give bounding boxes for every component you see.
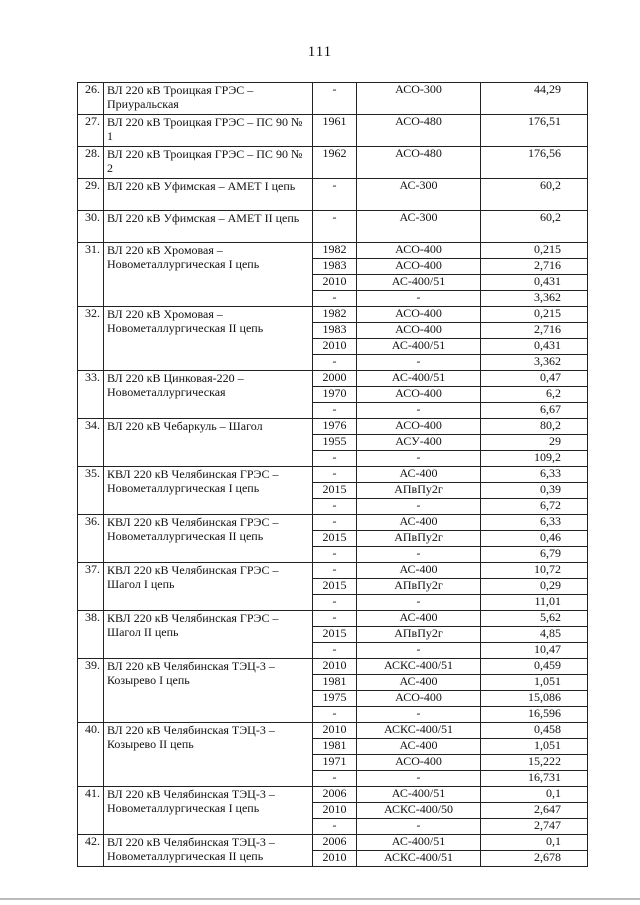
wire-brand: АСО-400 [357, 755, 481, 771]
row-number: 33. [78, 371, 104, 419]
wire-brand: АС-400 [357, 739, 481, 755]
wire-brand: АПвПу2г [357, 579, 481, 595]
commissioning-year: 2010 [313, 339, 357, 355]
line-length: 15,222 [481, 755, 588, 771]
wire-brand: - [357, 355, 481, 371]
line-length: 3,362 [481, 291, 588, 307]
line-length: 3,362 [481, 355, 588, 371]
wire-brand: АПвПу2г [357, 531, 481, 547]
line-length: 2,716 [481, 323, 588, 339]
table-row [78, 179, 588, 211]
line-length: 5,62 [481, 611, 588, 627]
line-length: 6,2 [481, 387, 588, 403]
commissioning-year: - [313, 403, 357, 419]
commissioning-year: 2006 [313, 787, 357, 803]
line-length: 0,1 [481, 835, 588, 851]
line-length: 1,051 [481, 739, 588, 755]
wire-brand: АСО-300 [357, 83, 481, 115]
line-name: ВЛ 220 кВ Челябинская ТЭЦ-3 – Козырево I цепь [104, 659, 313, 723]
wire-brand: АС-400/51 [357, 275, 481, 291]
commissioning-year: - [313, 563, 357, 579]
line-length: 10,72 [481, 563, 588, 579]
commissioning-year: 1976 [313, 419, 357, 435]
wire-brand: АПвПу2г [357, 627, 481, 643]
commissioning-year: 2015 [313, 483, 357, 499]
wire-brand: - [357, 819, 481, 835]
line-name: КВЛ 220 кВ Челябинская ГРЭС – Шагол I цепь [104, 563, 313, 611]
line-name: ВЛ 220 кВ Чебаркуль – Шагол [104, 419, 313, 467]
commissioning-year: 1982 [313, 243, 357, 259]
commissioning-year: - [313, 595, 357, 611]
commissioning-year: 1981 [313, 675, 357, 691]
commissioning-year: - [313, 211, 357, 243]
wire-brand: АПвПу2г [357, 483, 481, 499]
wire-brand: - [357, 771, 481, 787]
commissioning-year: - [313, 355, 357, 371]
commissioning-year: 1970 [313, 387, 357, 403]
wire-brand: - [357, 403, 481, 419]
line-length: 0,39 [481, 483, 588, 499]
line-length: 6,33 [481, 515, 588, 531]
commissioning-year: 1971 [313, 755, 357, 771]
wire-brand: АС-400 [357, 675, 481, 691]
wire-brand: - [357, 499, 481, 515]
line-length: 2,678 [481, 851, 588, 867]
wire-brand: АС-400/51 [357, 339, 481, 355]
commissioning-year: 2010 [313, 851, 357, 867]
line-length: 2,647 [481, 803, 588, 819]
commissioning-year: - [313, 179, 357, 211]
table-row [78, 563, 588, 579]
commissioning-year: 2010 [313, 723, 357, 739]
table-row [78, 467, 588, 483]
commissioning-year: - [313, 83, 357, 115]
line-name: ВЛ 220 кВ Челябинская ТЭЦ-3 – Новометаллургическая II цепь [104, 835, 313, 867]
wire-brand: АС-400/51 [357, 371, 481, 387]
row-number: 29. [78, 179, 104, 211]
line-name: КВЛ 220 кВ Челябинская ГРЭС – Новометаллургическая II цепь [104, 515, 313, 563]
line-length: 0,458 [481, 723, 588, 739]
table-row [78, 211, 588, 243]
commissioning-year: - [313, 499, 357, 515]
row-number: 27. [78, 115, 104, 147]
wire-brand: АСКС-400/50 [357, 803, 481, 819]
line-name: ВЛ 220 кВ Цинковая-220 – Новометаллургическая [104, 371, 313, 419]
line-name: ВЛ 220 кВ Челябинская ТЭЦ-3 – Козырево II цепь [104, 723, 313, 787]
wire-brand: АСО-400 [357, 691, 481, 707]
wire-brand: - [357, 291, 481, 307]
commissioning-year: 1983 [313, 323, 357, 339]
line-name: КВЛ 220 кВ Челябинская ГРЭС – Шагол II цепь [104, 611, 313, 659]
commissioning-year: 1962 [313, 147, 357, 179]
wire-brand: АСО-480 [357, 147, 481, 179]
page-number: 111 [307, 44, 333, 60]
line-length: 0,431 [481, 275, 588, 291]
wire-brand: АС-300 [357, 179, 481, 211]
line-length: 80,2 [481, 419, 588, 435]
wire-brand: - [357, 595, 481, 611]
commissioning-year: 2006 [313, 835, 357, 851]
commissioning-year: 1955 [313, 435, 357, 451]
wire-brand: АСО-400 [357, 323, 481, 339]
row-number: 40. [78, 723, 104, 787]
row-number: 28. [78, 147, 104, 179]
table-row [78, 115, 588, 147]
line-length: 0,46 [481, 531, 588, 547]
line-length: 6,79 [481, 547, 588, 563]
row-number: 42. [78, 835, 104, 867]
commissioning-year: - [313, 547, 357, 563]
commissioning-year: - [313, 819, 357, 835]
line-length: 176,51 [481, 115, 588, 147]
wire-brand: АСКС-400/51 [357, 851, 481, 867]
wire-brand: АСКС-400/51 [357, 723, 481, 739]
line-length: 2,716 [481, 259, 588, 275]
commissioning-year: 2010 [313, 659, 357, 675]
page-bottom-rule [0, 898, 640, 900]
commissioning-year: - [313, 467, 357, 483]
line-length: 6,72 [481, 499, 588, 515]
table-row [78, 611, 588, 627]
commissioning-year: 1981 [313, 739, 357, 755]
line-name: ВЛ 220 кВ Челябинская ТЭЦ-3 – Новометаллургическая I цепь [104, 787, 313, 835]
table-row [78, 835, 588, 851]
commissioning-year: 2015 [313, 531, 357, 547]
line-name: ВЛ 220 кВ Троицкая ГРЭС – ПС 90 № 1 [104, 115, 313, 147]
commissioning-year: - [313, 291, 357, 307]
line-name: ВЛ 220 кВ Уфимская – АМЕТ II цепь [104, 211, 313, 243]
wire-brand: АС-400 [357, 467, 481, 483]
table-row [78, 371, 588, 387]
row-number: 41. [78, 787, 104, 835]
line-name: КВЛ 220 кВ Челябинская ГРЭС – Новометаллургическая I цепь [104, 467, 313, 515]
wire-brand: АСО-400 [357, 259, 481, 275]
commissioning-year: 1961 [313, 115, 357, 147]
line-length: 0,215 [481, 243, 588, 259]
line-length: 15,086 [481, 691, 588, 707]
commissioning-year: - [313, 643, 357, 659]
table-row [78, 147, 588, 179]
wire-brand: АС-400 [357, 563, 481, 579]
wire-brand: АСО-480 [357, 115, 481, 147]
wire-brand: АСО-400 [357, 243, 481, 259]
row-number: 38. [78, 611, 104, 659]
commissioning-year: 2010 [313, 803, 357, 819]
row-number: 37. [78, 563, 104, 611]
line-length: 0,459 [481, 659, 588, 675]
line-length: 109,2 [481, 451, 588, 467]
line-length: 60,2 [481, 211, 588, 243]
wire-brand: АСО-400 [357, 387, 481, 403]
line-length: 0,215 [481, 307, 588, 323]
commissioning-year: - [313, 515, 357, 531]
line-length: 10,47 [481, 643, 588, 659]
commissioning-year: 2015 [313, 627, 357, 643]
table-row [78, 659, 588, 675]
commissioning-year: - [313, 707, 357, 723]
wire-brand: - [357, 451, 481, 467]
row-number: 39. [78, 659, 104, 723]
table-row [78, 787, 588, 803]
line-name: ВЛ 220 кВ Уфимская – АМЕТ I цепь [104, 179, 313, 211]
commissioning-year: 2015 [313, 579, 357, 595]
line-length: 29 [481, 435, 588, 451]
table-row [78, 307, 588, 323]
wire-brand: АСУ-400 [357, 435, 481, 451]
commissioning-year: - [313, 771, 357, 787]
line-length: 0,431 [481, 339, 588, 355]
wire-brand: - [357, 707, 481, 723]
commissioning-year: 2000 [313, 371, 357, 387]
line-length: 0,1 [481, 787, 588, 803]
table-row [78, 419, 588, 435]
wire-brand: АСО-400 [357, 419, 481, 435]
line-length: 4,85 [481, 627, 588, 643]
commissioning-year: - [313, 611, 357, 627]
row-number: 34. [78, 419, 104, 467]
line-length: 1,051 [481, 675, 588, 691]
wire-brand: - [357, 643, 481, 659]
wire-brand: АСО-400 [357, 307, 481, 323]
line-name: ВЛ 220 кВ Троицкая ГРЭС – ПС 90 № 2 [104, 147, 313, 179]
line-name: ВЛ 220 кВ Хромовая – Новометаллургическая I цепь [104, 243, 313, 307]
wire-brand: АС-300 [357, 211, 481, 243]
wire-brand: АС-400/51 [357, 787, 481, 803]
row-number: 35. [78, 467, 104, 515]
table-row [78, 243, 588, 259]
table-row [78, 723, 588, 739]
row-number: 36. [78, 515, 104, 563]
line-length: 176,56 [481, 147, 588, 179]
line-name: ВЛ 220 кВ Троицкая ГРЭС – Приуральская [104, 83, 313, 115]
line-length: 6,67 [481, 403, 588, 419]
table-row [78, 83, 588, 115]
line-length: 6,33 [481, 467, 588, 483]
wire-brand: АС-400 [357, 611, 481, 627]
wire-brand: АС-400 [357, 515, 481, 531]
line-name: ВЛ 220 кВ Хромовая – Новометаллургическая II цепь [104, 307, 313, 371]
line-length: 0,29 [481, 579, 588, 595]
line-length: 16,731 [481, 771, 588, 787]
line-length: 16,596 [481, 707, 588, 723]
commissioning-year: 1975 [313, 691, 357, 707]
commissioning-year: 1983 [313, 259, 357, 275]
commissioning-year: - [313, 451, 357, 467]
wire-brand: АСКС-400/51 [357, 659, 481, 675]
line-length: 2,747 [481, 819, 588, 835]
commissioning-year: 1982 [313, 307, 357, 323]
row-number: 26. [78, 83, 104, 115]
wire-brand: - [357, 547, 481, 563]
wire-brand: АС-400/51 [357, 835, 481, 851]
line-length: 0,47 [481, 371, 588, 387]
row-number: 30. [78, 211, 104, 243]
table-row [78, 515, 588, 531]
line-length: 44,29 [481, 83, 588, 115]
power-lines-table [77, 82, 588, 867]
line-length: 11,01 [481, 595, 588, 611]
row-number: 32. [78, 307, 104, 371]
row-number: 31. [78, 243, 104, 307]
line-length: 60,2 [481, 179, 588, 211]
commissioning-year: 2010 [313, 275, 357, 291]
